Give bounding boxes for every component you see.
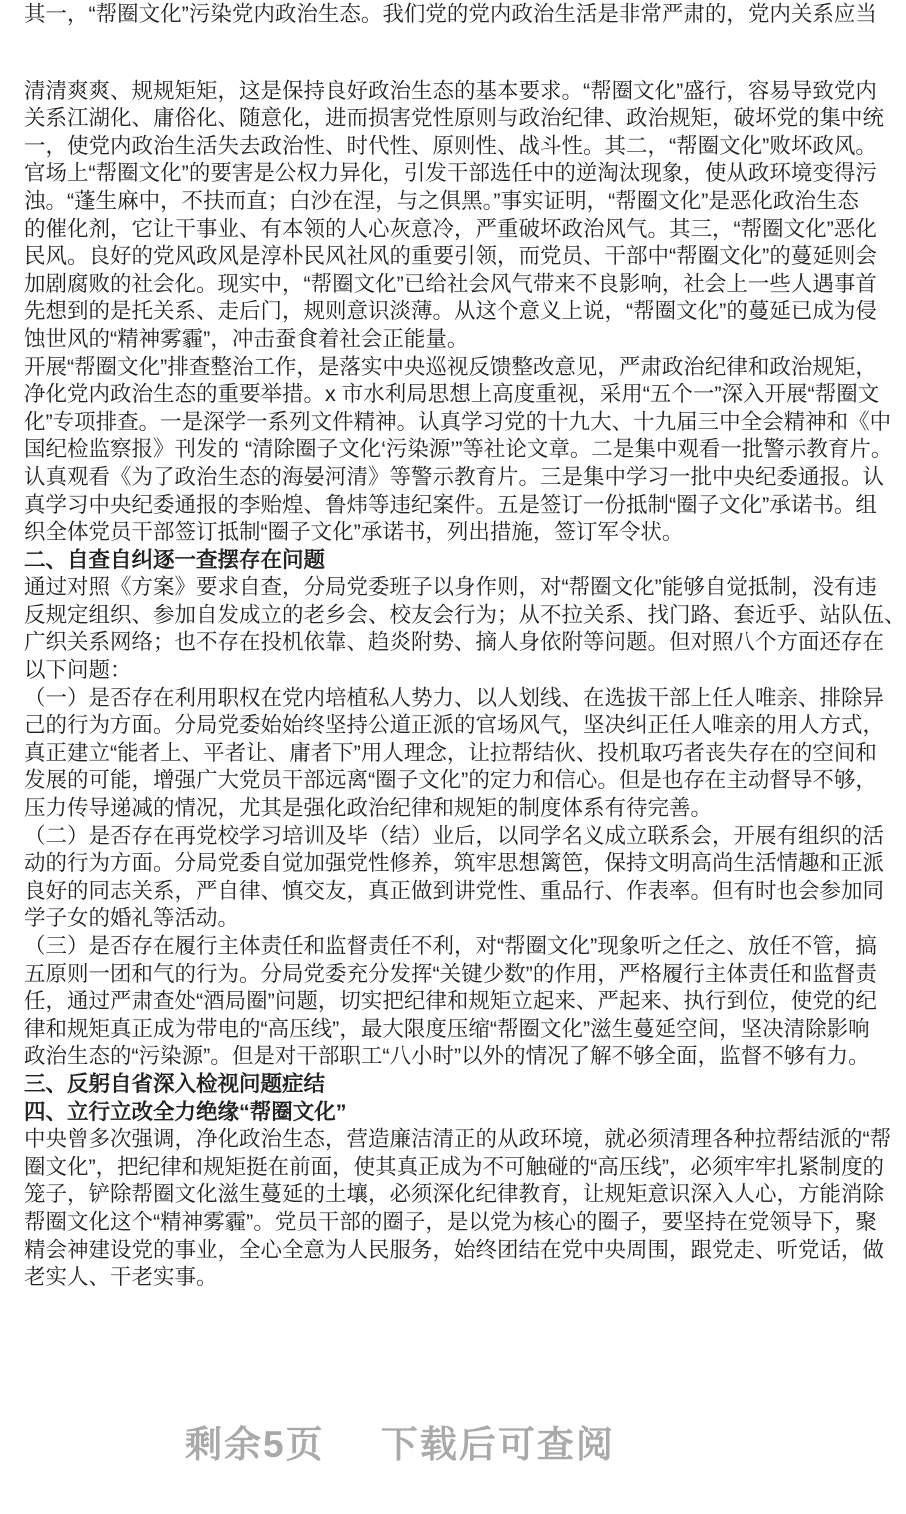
text-line: 国纪检监察报》刊发的 “清除圈子文化‘污染源’”等社论文章。二是集中观看一批警示教育片。 bbox=[24, 437, 893, 462]
text-line: 学子女的婚礼等活动。 bbox=[24, 906, 240, 931]
paragraph bbox=[24, 1126, 892, 1292]
text-line: （二）是否存在再党校学习培训及毕（结）业后，以同学名义成立联系会，开展有组织的活 bbox=[24, 823, 885, 848]
text-line: 认真观看《为了政治生态的海晏河清》等警示教育片。三是集中学习一批中央纪委通报。认 bbox=[24, 464, 885, 489]
download-to-view-text[interactable]: 下载后可查阅 bbox=[380, 1424, 615, 1465]
text-line: 织全体党员干部签订抵制“圈子文化”承诺书，列出措施，签订军令状。 bbox=[24, 520, 684, 545]
text-line: 发展的可能，增强广大党员干部远离“圈子文化”的定力和信心。但是也存在主动督导不够， bbox=[24, 768, 877, 793]
remaining-pages-text: 剩余5页 bbox=[185, 1424, 325, 1465]
text-line: 反规定组织、参加自发成立的老乡会、校友会行为；从不拉关系、找门路、套近乎、站队伍、 bbox=[24, 602, 906, 627]
text-line: 真学习中央纪委通报的李贻煌、鲁炜等违纪案件。五是签订一份抵制“圈子文化”承诺书。组 bbox=[24, 492, 877, 517]
text-line: 蚀世风的“精神雾霾”，冲击蚕食着社会正能量。 bbox=[24, 326, 469, 351]
text-line: （三）是否存在履行主体责任和监督责任不利，对“帮圈文化”现象听之任之、放任不管，搞 bbox=[24, 934, 877, 958]
text-line: 加剧腐败的社会化。现实中，“帮圈文化”已给社会风气带来不良影响，社会上一些人遇事首 bbox=[24, 271, 877, 296]
text-line: 四、立行立改全力绝缘“帮圈文化” bbox=[24, 1099, 347, 1124]
section-heading bbox=[24, 1071, 776, 1099]
text-line: 良好的同志关系，严自律、慎交友，真正做到讲党性、重品行、作表率。但有时也会参加同 bbox=[24, 878, 885, 903]
text-line: 通过对照《方案》要求自查，分局党委班子以身作则，对“帮圈文化”能够自觉抵制，没有违 bbox=[24, 575, 877, 600]
paragraph bbox=[24, 1, 877, 29]
text-line: 三、反躬自省深入检视问题症结 bbox=[24, 1071, 326, 1096]
text-line: 笼子，铲除帮圈文化滋生蔓延的土壤，必须深化纪律教育，让规矩意识深入人心，方能消除 bbox=[24, 1182, 885, 1207]
text-line: 先想到的是托关系、走后门，规则意识淡薄。从这个意义上说，“帮圈文化”的蔓延已成为侵 bbox=[24, 299, 877, 324]
text-line: 的催化剂，它让干事业、有本领的人心灰意冷，严重破坏政治风气。其三，“帮圈文化”恶化 bbox=[24, 216, 877, 241]
text-line: 五原则一团和气的行为。分局党委充分发挥“关键少数”的作用，严格履行主体责任和监督责 bbox=[24, 961, 877, 986]
section-heading bbox=[24, 547, 776, 575]
text-line: 老实人、干老实事。 bbox=[24, 1265, 218, 1290]
text-line: 广织关系网络；也不存在投机依靠、趋炎附势、摘人身依附等问题。但对照八个方面还存在 bbox=[24, 630, 885, 655]
paragraph bbox=[24, 78, 885, 354]
text-line: 精会神建设党的事业，全心全意为人民服务，始终团结在党中央周围，跟党走、听党话，做 bbox=[24, 1237, 885, 1262]
text-line: 一，使党内政治生活失去政治性、时代性、原则性、战斗性。其二，“帮圈文化”败坏政风。 bbox=[24, 133, 877, 158]
paragraph bbox=[24, 933, 877, 1071]
text-line: 官场上“帮圈文化”的要害是公权力异化，引发干部选任中的逆淘汰现象，使从政环境变得污 bbox=[24, 161, 877, 186]
text-line: 政治生态的“污染源”。但是对干部职工“八小时”以外的情况了解不够全面，监督不够有力。 bbox=[24, 1044, 870, 1069]
text-line: 化”专项排查。一是深学一系列文件精神。认真学习党的十九大、十九届三中全会精神和《中 bbox=[24, 409, 892, 434]
text-line: （一）是否存在利用职权在党内培植私人势力、以人划线、在选拔干部上任人唯亲、排除异 bbox=[24, 685, 885, 710]
paragraph bbox=[24, 354, 893, 547]
preview-limit-banner[interactable] bbox=[0, 1414, 800, 1468]
text-line: 民风。良好的党风政风是淳朴民风社风的重要引领，而党员、干部中“帮圈文化”的蔓延则会 bbox=[24, 244, 877, 269]
text-line: 动的行为方面。分局党委自觉加强党性修养，筑牢思想篱笆，保持文明高尚生活情趣和正派 bbox=[24, 851, 885, 876]
text-line: 律和规矩真正成为带电的“高压线”，最大限度压缩“帮圈文化”滋生蔓延空间，坚决清除影响 bbox=[24, 1016, 870, 1041]
text-line: 中央曾多次强调，净化政治生态，营造廉洁清正的从政环境，就必须清理各种拉帮结派的“帮 bbox=[24, 1127, 892, 1152]
text-line: 己的行为方面。分局党委始始终坚持公道正派的官场风气，坚决纠正任人唯亲的用人方式， bbox=[24, 713, 885, 738]
text-line: 压力传导递减的情况，尤其是强化政治纪律和规矩的制度体系有待完善。 bbox=[24, 796, 713, 821]
text-line: 圈文化”，把纪律和规矩挺在前面，使其真正成为不可触碰的“高压线”，必须牢牢扎紧制度的 bbox=[24, 1154, 884, 1179]
text-line: 浊。“蓬生麻中，不扶而直；白沙在涅，与之俱黑。”事实证明，“帮圈文化”是恶化政治生态 bbox=[24, 188, 859, 213]
text-line: 任，通过严肃查处“酒局圈”问题，切实把纪律和规矩立起来、严起来、执行到位，使党的纪 bbox=[24, 989, 877, 1014]
paragraph bbox=[24, 685, 885, 823]
text-line: 以下问题： bbox=[24, 658, 132, 683]
text-line: 帮圈文化这个“精神雾霾”。党员干部的圈子，是以党为核心的圈子，要坚持在党领导下，聚 bbox=[24, 1209, 877, 1234]
text-line: 二、自查自纠逐一查摆存在问题 bbox=[24, 547, 326, 572]
paragraph bbox=[24, 823, 885, 933]
page-gap bbox=[24, 29, 776, 78]
document-body bbox=[24, 1, 906, 1292]
text-line: 真正建立“能者上、平者让、庸者下”用人理念，让拉帮结伙、投机取巧者丧失存在的空间和 bbox=[24, 740, 877, 765]
text-line: 开展“帮圈文化”排查整治工作，是落实中央巡视反馈整改意见，严肃政治纪律和政治规矩， bbox=[24, 354, 877, 379]
section-heading bbox=[24, 1099, 776, 1127]
text-line: 清清爽爽、规规矩矩，这是保持良好政治生态的基本要求。“帮圈文化”盛行，容易导致党内 bbox=[24, 78, 877, 103]
text-line: 净化党内政治生态的重要举措。x 市水利局思想上高度重视，采用“五个一”深入开展“帮圈文 bbox=[24, 382, 880, 407]
paragraph bbox=[24, 574, 906, 684]
text-line: 其一，“帮圈文化”污染党内政治生态。我们党的党内政治生活是非常严肃的，党内关系应当 bbox=[24, 2, 877, 26]
text-line: 关系江湖化、庸俗化、随意化，进而损害党性原则与政治纪律、政治规矩，破坏党的集中统 bbox=[24, 106, 885, 131]
